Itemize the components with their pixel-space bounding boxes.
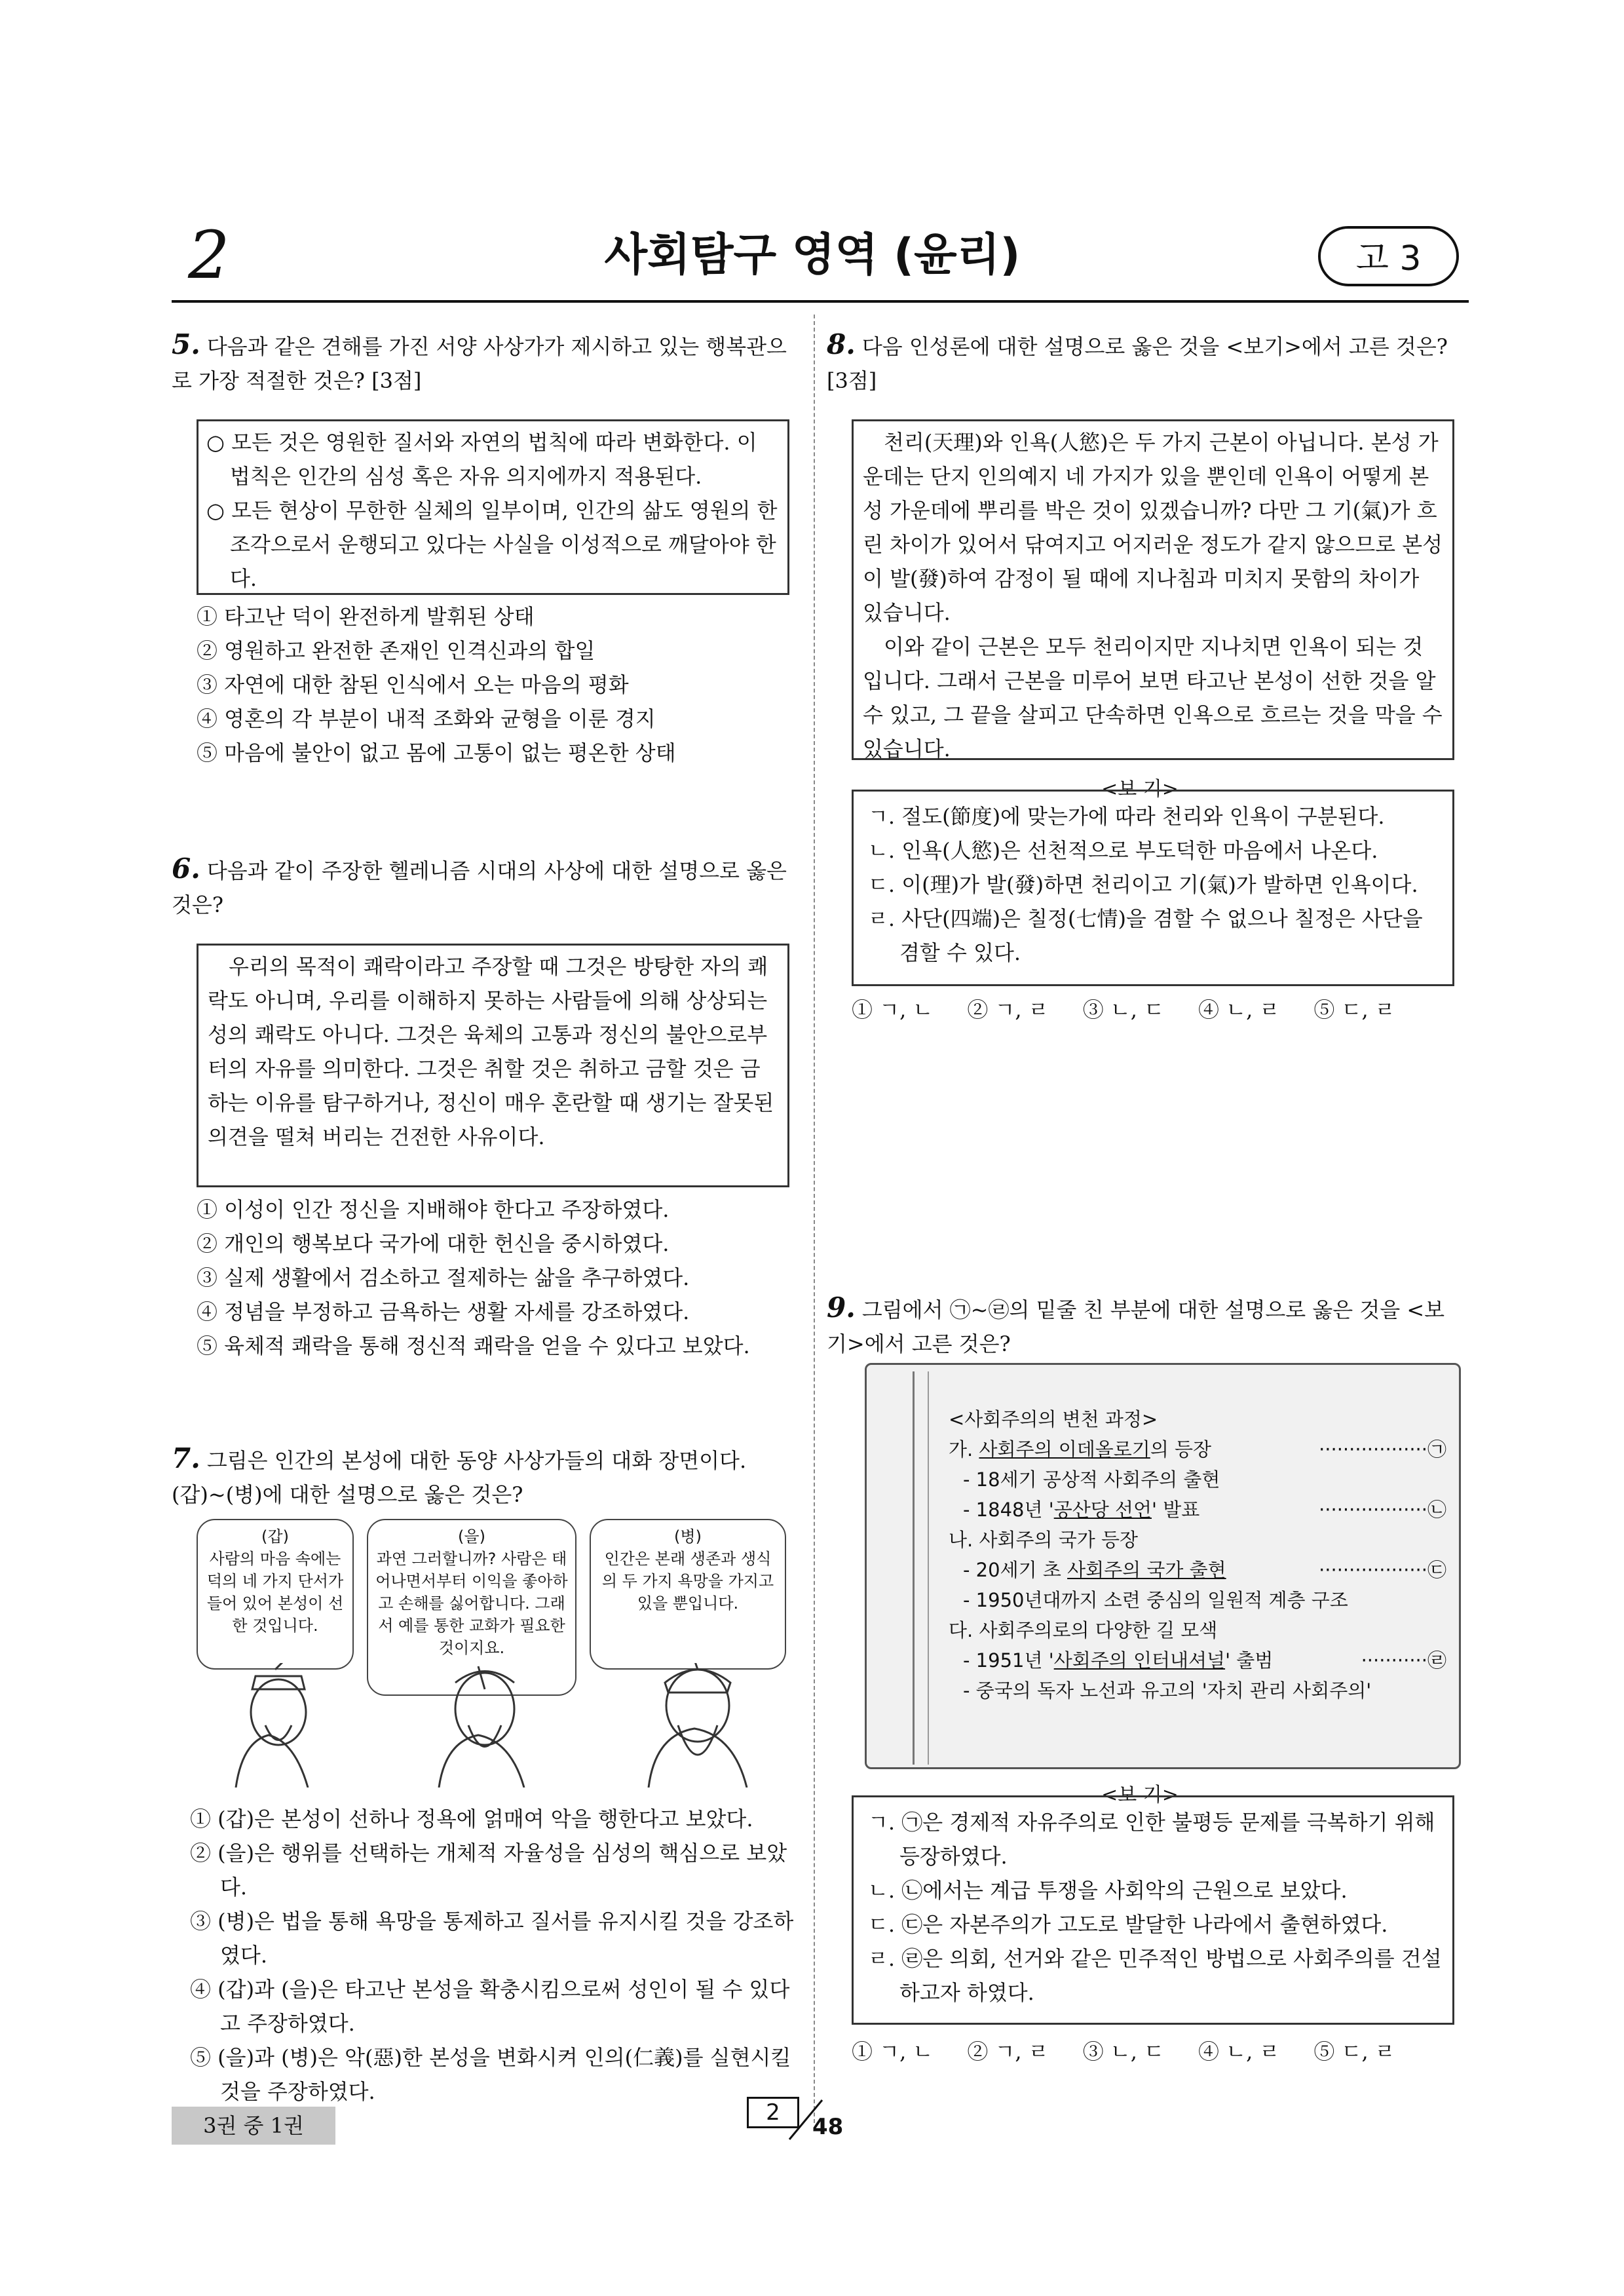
option-5[interactable]: ⑤ ㄷ, ㄹ (1313, 997, 1395, 1022)
option-5[interactable]: ⑤ (을)과 (병)은 악(惡)한 본성을 변화시켜 인의(仁義)를 실현시킬 것을 주장하였다. (190, 2045, 791, 2104)
book-page-text (949, 1404, 1446, 1706)
bubble-text: 과연 그러할니까? 사람은 태어나면서부터 이익을 좋아하고 손해를 싫어합니다. 그래서 예를 통한 교화가 필요한 것이지요. (375, 1550, 568, 1657)
option-2[interactable]: ② 영원하고 완전한 존재인 인격신과의 합일 (197, 638, 595, 663)
option-4[interactable]: ④ (갑)과 (을)은 타고난 본성을 확충시킴으로써 성인이 될 수 있다고 주장하였다. (190, 1977, 790, 2036)
book-spine (913, 1371, 929, 1765)
footer-page-indicator (747, 2097, 865, 2143)
passage-paragraph: 천리(天理)와 인욕(人慾)은 두 가지 근본이 아닙니다. 본성 가운데는 단지 인의예지 네 가지가 있을 뿐인데 인욕이 어떻게 본성 가운데에 뿌리를 박은 것이 있겠습니까? 다만 그 기(氣)가 흐린 차이가 있어서 닦여지고 어지러운 정도가 같지 않으므로 본성이 발(發)하여 감정이 될 때에 지나침과 미치지 못함의 차이가 있습니다. (863, 430, 1443, 625)
book-line-b1: - 20세기 초 사회주의 국가 출현 ··················㉢ (949, 1555, 1446, 1585)
option-3[interactable]: ③ 실제 생활에서 검소하고 절제하는 삶을 추구하였다. (197, 1265, 690, 1290)
bogi-item: ㄹ. 사단(四端)은 칠정(七情)을 겸할 수 없으나 칠정은 사단을 겸할 수 있다. (868, 906, 1423, 965)
figure-eul-body (439, 1735, 524, 1788)
book-line-c2: - 중국의 독자 노선과 유고의 '자치 관리 사회주의' (963, 1679, 1372, 1702)
page-number: 2 (188, 217, 230, 294)
option-5[interactable]: ⑤ ㄷ, ㄹ (1313, 2039, 1395, 2064)
marker-c: ··················㉢ (1319, 1559, 1446, 1581)
question-8 (827, 328, 1456, 398)
option-5[interactable]: ⑤ 마음에 불안이 없고 몸에 고통이 없는 평온한 상태 (197, 740, 676, 765)
q8-bogi-box (852, 790, 1454, 986)
option-1[interactable]: ① (갑)은 본성이 선하나 정욕에 얽매여 악을 행한다고 보았다. (190, 1807, 753, 1831)
bogi-label: <보 기> (1074, 776, 1205, 803)
q9-options (852, 2035, 1395, 2069)
option-1[interactable]: ① 이성이 인간 정신을 지배해야 한다고 주장하였다. (197, 1197, 670, 1222)
passage-paragraph: 이와 같이 근본은 모두 천리이지만 지나치면 인욕이 되는 것입니다. 그래서 근본을 미루어 보면 타고난 본성이 선한 것을 알 수 있고, 그 끝을 살피고 단속하면 인욕으로 흐르는 것을 막을 수 있습니다. (863, 634, 1443, 761)
q9-book-illustration (865, 1363, 1461, 1769)
bogi-item: ㄱ. ㉠은 경제적 자유주의로 인한 불평등 문제를 극복하기 위해 등장하였다. (868, 1810, 1435, 1869)
q5-options (197, 600, 676, 770)
speaker-label: (갑) (261, 1527, 289, 1546)
book-line-a: 가. 사회주의 이데올로기의 등장 ··················㉠ (949, 1434, 1446, 1464)
option-1[interactable]: ① ㄱ, ㄴ (852, 2039, 934, 2064)
option-3[interactable]: ③ ㄴ, ㄷ (1082, 997, 1165, 1022)
option-2[interactable]: ② ㄱ, ㄹ (967, 997, 1049, 1022)
q5-passage-box (197, 419, 789, 595)
question-number: 6. (172, 852, 200, 885)
underline-b: 공산당 선언 (1053, 1499, 1152, 1521)
q6-options (197, 1193, 750, 1363)
book-line-c1: - 1951년 '사회주의 인터내셔널' 출범 ···········㉣ (949, 1645, 1446, 1675)
passage-line: ○ 모든 것은 영원한 질서와 자연의 법칙에 따라 변화한다. 이 법칙은 인간의 심성 혹은 자유 의지에까지 적용된다. (206, 430, 757, 489)
speech-bubble-gap (197, 1519, 354, 1670)
q6-passage-box: 우리의 목적이 쾌락이라고 주장할 때 그것은 방탕한 자의 쾌락도 아니며, 우리를 이해하지 못하는 사람들에 의해 상상되는 성의 쾌락도 아니다. 그것은 육체의 고통과 정신의 불안으로부터의 자유를 의미한다. 그것은 취할 것은 취하고 금할 것은 금하는 이유를 탐구하거나, 정신이 매우 혼란할 때 생기는 잘못된 의견을 떨쳐 버리는 건전한 사유이다. (197, 944, 789, 1187)
question-stem: 그림에서 ㉠~㉣의 밑줄 친 부분에 대한 설명으로 옳은 것을 <보기>에서 고른 것은? (827, 1297, 1445, 1356)
option-4[interactable]: ④ 영혼의 각 부분이 내적 조화와 균형을 이룬 경지 (197, 706, 656, 731)
bogi-item: ㄴ. ㉡에서는 계급 투쟁을 사회악의 근원으로 보았다. (868, 1878, 1348, 1903)
grade-badge: 고 3 (1318, 226, 1459, 286)
marker-a: ··················㉠ (1319, 1438, 1446, 1461)
bogi-item: ㄱ. 절도(節度)에 맞는가에 따라 천리와 인욕이 구분된다. (868, 804, 1385, 829)
question-6 (172, 852, 801, 922)
bubble-text: 인간은 본래 생존과 생식의 두 가지 욕망을 가지고 있을 뿐입니다. (601, 1550, 774, 1613)
book-line-a2: - 1848년 '공산당 선언' 발표 ··················㉡ (949, 1495, 1446, 1525)
figure-gap-body (236, 1735, 308, 1788)
underline-c: 사회주의 국가 출현 (1067, 1559, 1226, 1581)
book-line-b: 나. 사회주의 국가 등장 (949, 1529, 1138, 1551)
marker-b: ··················㉡ (1319, 1499, 1446, 1521)
bogi-item: ㄷ. 이(理)가 발(發)하면 천리이고 기(氣)가 발하면 인욕이다. (868, 872, 1418, 897)
question-stem: 다음과 같이 주장한 헬레니즘 시대의 사상에 대한 설명으로 옳은 것은? (172, 858, 787, 917)
header-rule (172, 300, 1469, 303)
figure-byeong-body (649, 1729, 747, 1788)
option-2[interactable]: ② 개인의 행복보다 국가에 대한 헌신을 중시하였다. (197, 1231, 670, 1256)
q8-passage-box (852, 419, 1454, 760)
bogi-label: <보 기> (1074, 1782, 1205, 1808)
option-3[interactable]: ③ 자연에 대한 참된 인식에서 오는 마음의 평화 (197, 672, 629, 697)
question-5 (172, 328, 801, 398)
question-number: 5. (172, 328, 200, 360)
page-title: 사회탐구 영역 (윤리) (604, 229, 1021, 281)
q9-bogi-box (852, 1795, 1454, 2025)
option-5[interactable]: ⑤ 육체적 쾌락을 통해 정신적 쾌락을 얻을 수 있다고 보았다. (197, 1333, 750, 1358)
question-number: 9. (827, 1292, 856, 1324)
passage-line: ○ 모든 현상이 무한한 실체의 일부이며, 인간의 삶도 영원의 한 조각으로서 운행되고 있다는 사실을 이성적으로 깨달아야 한다. (206, 498, 778, 591)
q7-illustration (197, 1519, 793, 1788)
book-line-a1: - 18세기 공상적 사회주의 출현 (963, 1468, 1220, 1491)
bogi-item: ㄹ. ㉣은 의회, 선거와 같은 민주적인 방법으로 사회주의를 건설하고자 하였다. (868, 1946, 1442, 2005)
bogi-item: ㄷ. ㉢은 자본주의가 고도로 발달한 나라에서 출현하였다. (868, 1912, 1388, 1937)
book-title: <사회주의의 변천 과정> (949, 1408, 1158, 1430)
bubble-text: 사람의 마음 속에는 덕의 네 가지 단서가 들어 있어 본성이 선한 것입니다. (206, 1550, 344, 1635)
philosophers-drawing (197, 1663, 793, 1788)
question-number: 8. (827, 328, 856, 360)
option-2[interactable]: ② ㄱ, ㄹ (967, 2039, 1049, 2064)
bogi-item: ㄴ. 인욕(人慾)은 선천적으로 부도덕한 마음에서 나온다. (868, 838, 1378, 863)
option-1[interactable]: ① ㄱ, ㄴ (852, 997, 934, 1022)
underline-d: 사회주의 인터내셔널 (1053, 1649, 1226, 1672)
speaker-label: (을) (458, 1527, 485, 1546)
question-stem: 다음 인성론에 대한 설명으로 옳은 것을 <보기>에서 고른 것은? [3점] (827, 334, 1448, 393)
q8-options (852, 993, 1395, 1027)
option-3[interactable]: ③ (병)은 법을 통해 욕망을 통제하고 질서를 유지시킬 것을 강조하였다. (190, 1909, 794, 1968)
q7-options (190, 1802, 799, 2109)
figure-eul-head (455, 1673, 514, 1745)
question-number: 7. (172, 1442, 200, 1474)
marker-d: ···········㉣ (1361, 1649, 1446, 1672)
question-stem: 그림은 인간의 본성에 대한 동양 사상가들의 대화 장면이다. (갑)~(병)에 대한 설명으로 옳은 것은? (172, 1448, 747, 1507)
figure-byeong-head (666, 1670, 729, 1742)
option-4[interactable]: ④ 정념을 부정하고 금욕하는 생활 자세를 강조하였다. (197, 1299, 690, 1324)
speech-bubble-byeong (590, 1519, 786, 1670)
column-divider (814, 315, 815, 2123)
book-line-b2: - 1950년대까지 소련 중심의 일원적 계층 구조 (963, 1589, 1348, 1611)
booklet-tag: 3권 중 1권 (172, 2107, 335, 2145)
option-1[interactable]: ① 타고난 덕이 완전하게 발휘된 상태 (197, 604, 535, 629)
question-stem: 다음과 같은 견해를 가진 서양 사상가가 제시하고 있는 행복관으로 가장 적절한 것은? [3점] (172, 334, 787, 393)
underline-a: 사회주의 이데올로기 (979, 1438, 1150, 1461)
option-3[interactable]: ③ ㄴ, ㄷ (1082, 2039, 1165, 2064)
option-4[interactable]: ④ ㄴ, ㄹ (1198, 997, 1280, 1022)
speaker-label: (병) (674, 1527, 702, 1546)
question-9 (827, 1291, 1456, 1361)
option-4[interactable]: ④ ㄴ, ㄹ (1198, 2039, 1280, 2064)
question-7 (172, 1442, 801, 1512)
book-line-c: 다. 사회주의로의 다양한 길 모색 (949, 1619, 1218, 1641)
current-page: 2 (747, 2097, 799, 2128)
total-pages: 48 (812, 2114, 844, 2140)
option-2[interactable]: ② (을)은 행위를 선택하는 개체적 자율성을 심성의 핵심으로 보았다. (190, 1841, 787, 1900)
